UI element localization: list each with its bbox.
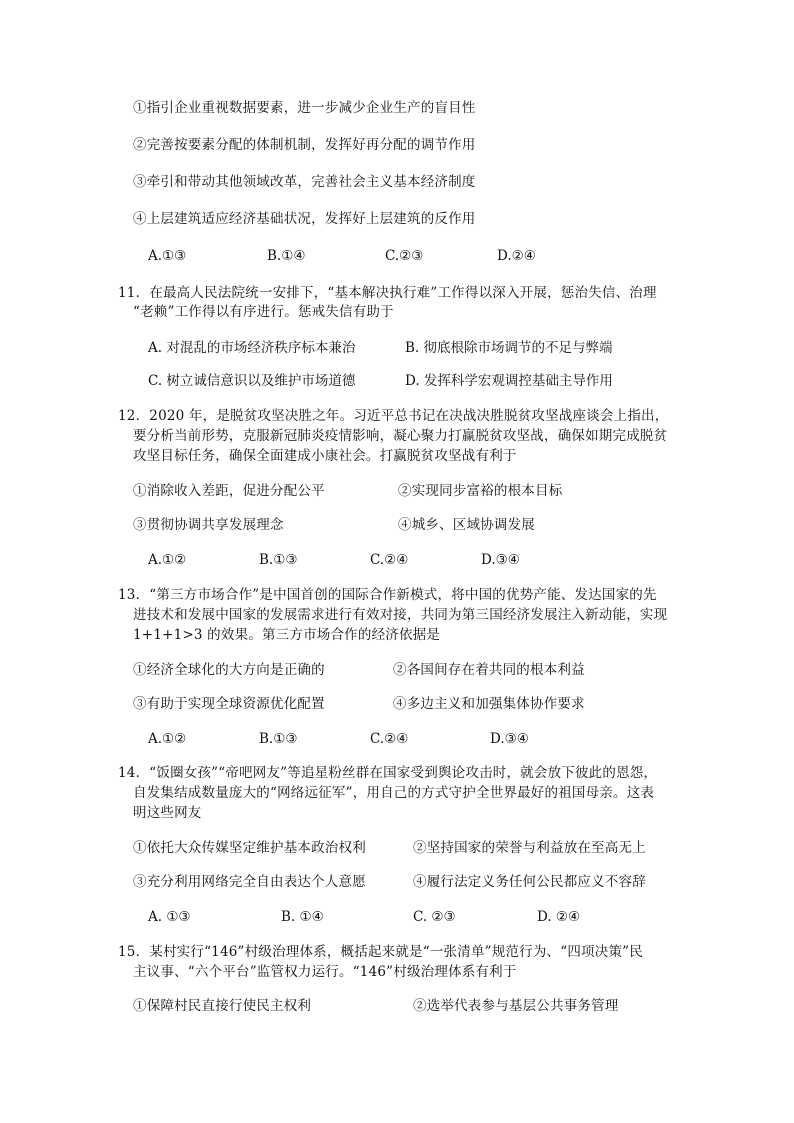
q12-stem-line-1: 12．2020 年，是脱贫攻坚决胜之年。习近平总书记在决战决胜脱贫攻坚战座谈会上指出，	[118, 408, 669, 424]
q10-choice-b: B.①④	[267, 248, 306, 264]
q13-stem-line-2: 进技术和发展中国家的发展需求进行有效对接，共同为第三国经济发展注入新动能，实现	[133, 607, 668, 623]
q13-stem-line-1: 13．“第三方市场合作”是中国首创的国际合作新模式，将中国的优势产能、发达国家的先	[118, 587, 657, 603]
q13-item-1: ①经济全球化的大方向是正确的	[133, 662, 325, 678]
q15-item-1: ①保障村民直接行使民主权利	[133, 998, 312, 1014]
q11-choice-b: B. 彻底根除市场调节的不足与弊端	[405, 340, 613, 356]
q10-choice-c: C.②③	[385, 248, 424, 264]
q12-choice-b: B.①③	[259, 552, 298, 568]
q12-stem-line-3: 攻坚目标任务，确保全面建成小康社会。打赢脱贫攻坚战有利于	[133, 448, 517, 464]
q14-item-4: ④履行法定义务任何公民都应义不容辞	[413, 874, 646, 890]
q11-stem-line-1: 11．在最高人民法院统一安排下，“基本解决执行难”工作得以深入开展，惩治失信、治理	[118, 285, 657, 301]
q12-choice-a: A.①②	[148, 552, 187, 568]
q15-stem-line-1: 15．某村实行“146”村级治理体系，概括起来就是“一张清单”规范行为、“四项决策”民	[118, 944, 643, 960]
q14-item-3: ③充分利用网络完全自由表达个人意愿	[133, 874, 366, 890]
q10-item-3: ③牵引和带动其他领域改革，完善社会主义基本经济制度	[133, 174, 476, 190]
q14-choice-b: B. ①④	[281, 909, 324, 925]
q13-item-4: ④多边主义和加强集体协作要求	[393, 696, 585, 712]
q12-item-4: ④城乡、区域协调发展	[398, 517, 535, 533]
q10-choice-d: D.②④	[497, 248, 536, 264]
q13-item-2: ②各国间存在着共同的根本利益	[393, 662, 585, 678]
q12-item-1: ①消除收入差距，促进分配公平	[133, 483, 325, 499]
q13-choice-a: A.①②	[148, 731, 187, 747]
q14-stem-line-3: 明这些网友	[133, 805, 202, 821]
q10-item-1: ①指引企业重视数据要素，进一步减少企业生产的盲目性	[133, 100, 476, 116]
q14-item-2: ②坚持国家的荣誉与利益放在至高无上	[413, 840, 646, 856]
q15-item-2: ②选举代表参与基层公共事务管理	[413, 998, 619, 1014]
q14-stem-line-1: 14．“饭圈女孩”“帝吧网友”等追星粉丝群在国家受到舆论攻击时，就会放下彼此的恩怨，	[118, 765, 658, 781]
q14-item-1: ①依托大众传媒坚定维护基本政治权利	[133, 840, 366, 856]
q13-choice-b: B.①③	[259, 731, 298, 747]
q13-choice-c: C.②④	[370, 731, 409, 747]
q13-item-3: ③有助于实现全球资源优化配置	[133, 696, 325, 712]
q15-stem-line-2: 主议事、“六个平台”监管权力运行。“146”村级治理体系有利于	[133, 964, 517, 980]
q14-choice-c: C. ②③	[413, 909, 456, 925]
q13-choice-d: D.③④	[490, 731, 529, 747]
q10-choice-a: A.①③	[148, 248, 187, 264]
q11-choice-a: A. 对混乱的市场经济秩序标本兼治	[148, 340, 356, 356]
q12-item-2: ②实现同步富裕的根本目标	[398, 483, 563, 499]
q11-stem-line-2: “老赖”工作得以有序进行。惩戒失信有助于	[133, 304, 394, 320]
q10-item-2: ②完善按要素分配的体制机制，发挥好再分配的调节作用	[133, 137, 476, 153]
q11-choice-c: C. 树立诚信意识以及维护市场道德	[148, 373, 356, 389]
q14-stem-line-2: 自发集结成数量庞大的“网络远征军”，用自己的方式守护全世界最好的祖国母亲。这表	[133, 785, 655, 801]
q13-stem-line-3: 1+1+1>3 的效果。第三方市场合作的经济依据是	[133, 627, 441, 643]
q11-choice-d: D. 发挥科学宏观调控基础主导作用	[405, 373, 613, 389]
q12-stem-line-2: 要分析当前形势，克服新冠肺炎疫情影响，凝心聚力打赢脱贫攻坚战，确保如期完成脱贫	[133, 428, 668, 444]
q12-choice-d: D.③④	[481, 552, 520, 568]
q14-choice-a: A. ①③	[148, 909, 191, 925]
q14-choice-d: D. ②④	[537, 909, 581, 925]
q12-item-3: ③贯彻协调共享发展理念	[133, 517, 284, 533]
q12-choice-c: C.②④	[370, 552, 409, 568]
q10-item-4: ④上层建筑适应经济基础状况，发挥好上层建筑的反作用	[133, 211, 476, 227]
